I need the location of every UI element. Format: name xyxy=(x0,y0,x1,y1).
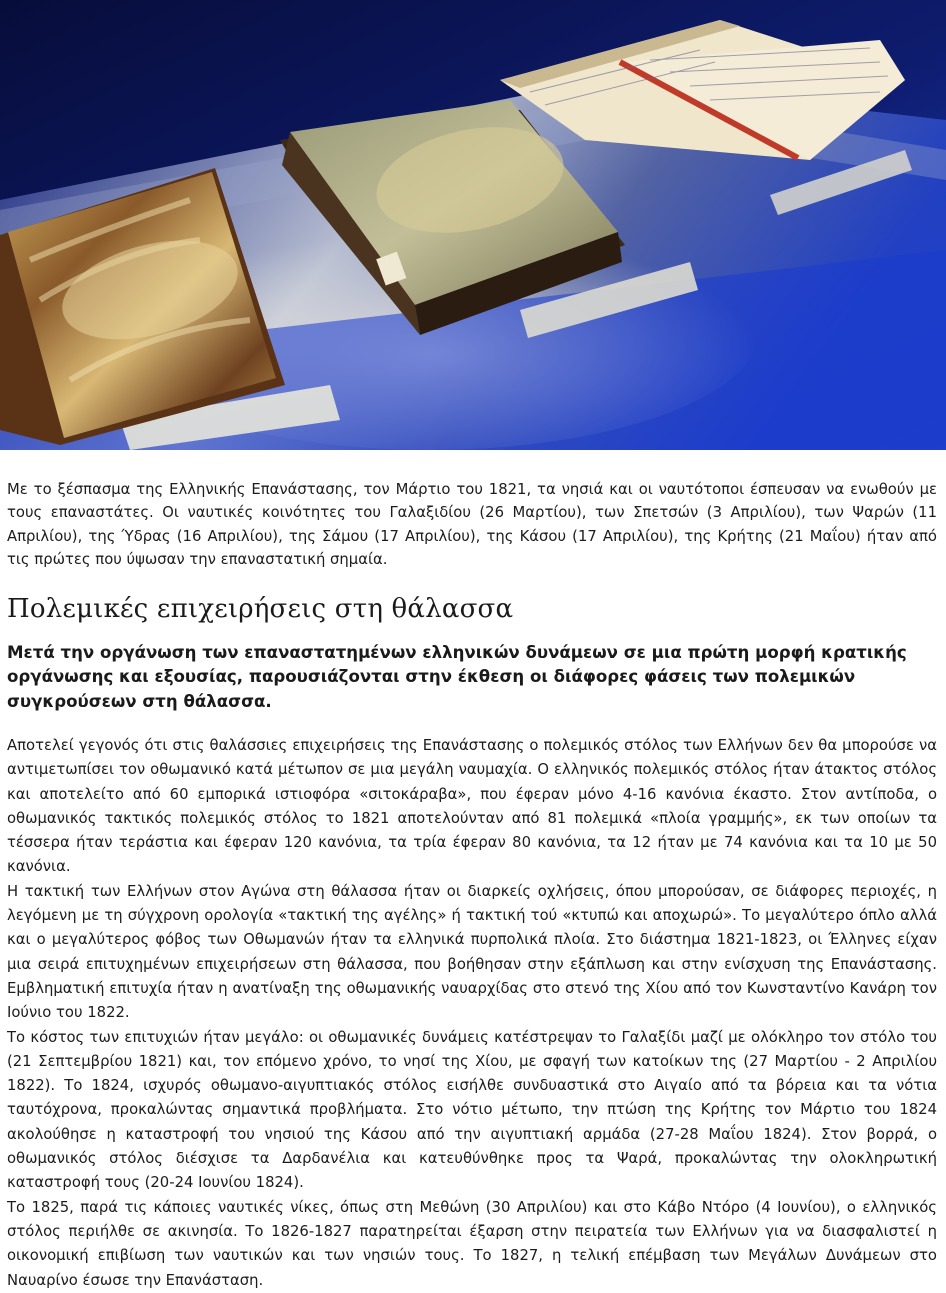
body-paragraph-4: Το 1825, παρά τις κάποιες ναυτικές νίκες, όπως στη Μεθώνη (30 Απριλίου) και στο Κάβο Ντόρο (4 Ιουνίου), ο ελληνικός στόλος περιήλθε σε ακινησία. Το 1826-1827 παρατηρείται έξαρση στην πειρατεία των Ελλήνων για να διασφαλιστεί η οικονομική επιβίωση των ναυτικών και των νησιών τους. Το 1827, η τελική επέμβαση των Μεγάλων Δυνάμεων στο Ναυαρίνο έσωσε την Επανάσταση. xyxy=(7,1198,937,1289)
body-text xyxy=(7,734,937,1293)
museum-display-books-image xyxy=(0,0,946,450)
body-paragraph-2: Η τακτική των Ελλήνων στον Αγώνα στη θάλασσα ήταν οι διαρκείς οχλήσεις, όπου μπορούσαν, σε διάφορες περιοχές, η λεγόμενη με τη σύγχρονη ορολογία «τακτική της αγέλης» ή τακτική τού «κτυπώ και αποχωρώ». Το μεγαλύτερο όπλο αλλά και ο μεγαλύτερος φόβος των Οθωμανών ήταν τα ελληνικά πυρπολικά πλοία. Στο διάστημα 1821-1823, οι Έλληνες είχαν μια σειρά επιτυχημένων επιχειρήσεων στη θάλασσα, που βοήθησαν στην εξάπλωση και στην ενίσχυση της Επανάστασης. Εμβληματική επιτυχία ήταν η ανατίναξη της οθωμανικής ναυαρχίδας στο στενό της Χίου από τον Κωνσταντίνο Κανάρη τον Ιούνιο του 1822. xyxy=(7,882,937,1022)
section-heading: Πολεμικές επιχειρήσεις στη θάλασσα xyxy=(7,594,514,624)
body-paragraph-1: Αποτελεί γεγονός ότι στις θαλάσσιες επιχειρήσεις της Επανάστασης ο πολεμικός στόλος των Ελλήνων δεν θα μπορούσε να αντιμετωπίσει τον οθωμανικό κατά μέτωπον σε μια μεγάλη ναυμαχία. Ο ελληνικός πολεμικός στόλος ήταν άτακτος στόλος και αποτελείτο από 60 εμπορικά ιστιοφόρα «σιτοκάραβα», που έφεραν μόνο 4-16 κανόνια έκαστο. Στον αντίποδα, ο οθωμανικός τακτικός πολεμικός στόλος το 1821 αποτελούνταν από 81 πολεμικά «πλοία γραμμής», εκ των οποίων τα τέσσερα ήταν τεράστια και έφεραν 120 κανόνια, τα τρία έφεραν 80 κανόνια, τα 12 ήταν με 74 κανόνια και τα 10 με 50 κανόνια. xyxy=(7,737,937,876)
exhibition-photo xyxy=(0,0,946,450)
body-paragraph-3: Το κόστος των επιτυχιών ήταν μεγάλο: οι οθωμανικές δυνάμεις κατέστρεψαν το Γαλαξίδι μαζί με ολόκληρο τον στόλο του (21 Σεπτεμβρίου 1821) και, τον επόμενο χρόνο, το νησί της Χίου, με σφαγή των κατοίκων της (27 Μαρτίου - 2 Απριλίου 1822). Το 1824, ισχυρός οθωμανο-αιγυπτιακός στόλος εισήλθε συνδυαστικά στο Αιγαίο από τα βόρεια και τα νότια ταυτόχρονα, προκαλώντας σημαντικά προβλήματα. Στο νότιο μέτωπο, την πτώση της Κρήτης τον Μάρτιο του 1824 ακολούθησε η καταστροφή του νησιού της Κάσου από την αιγυπτιακή αρμάδα (27-28 Μαΐου 1824). Στον βορρά, ο οθωμανικός στόλος διέσχισε τα Δαρδανέλια και κατευθύνθηκε προς τα Ψαρά, προκαλώντας την ολοκληρωτική καταστροφή τους (20-24 Ιουνίου 1824). xyxy=(7,1028,937,1192)
intro-paragraph: Με το ξέσπασμα της Ελληνικής Επανάστασης, τον Μάρτιο του 1821, τα νησιά και οι ναυτότοποι έσπευσαν να ενωθούν με τους επαναστάτες. Οι ναυτικές κοινότητες του Γαλαξιδίου (26 Μαρτίου), των Σπετσών (3 Απριλίου), των Ψαρών (11 Απριλίου), της Ύδρας (16 Απριλίου), της Σάμου (17 Απριλίου), της Κάσου (17 Απριλίου), της Κρήτης (21 Μαΐου) ήταν από τις πρώτες που ύψωσαν την επαναστατική σημαία. xyxy=(7,481,937,569)
lead-paragraph: Μετά την οργάνωση των επαναστατημένων ελληνικών δυνάμεων σε μια πρώτη μορφή κρατικής οργάνωσης και εξουσίας, παρουσιάζονται στην έκθεση οι διάφορες φάσεις των πολεμικών συγκρούσεων στη θάλασσα. xyxy=(7,643,907,711)
